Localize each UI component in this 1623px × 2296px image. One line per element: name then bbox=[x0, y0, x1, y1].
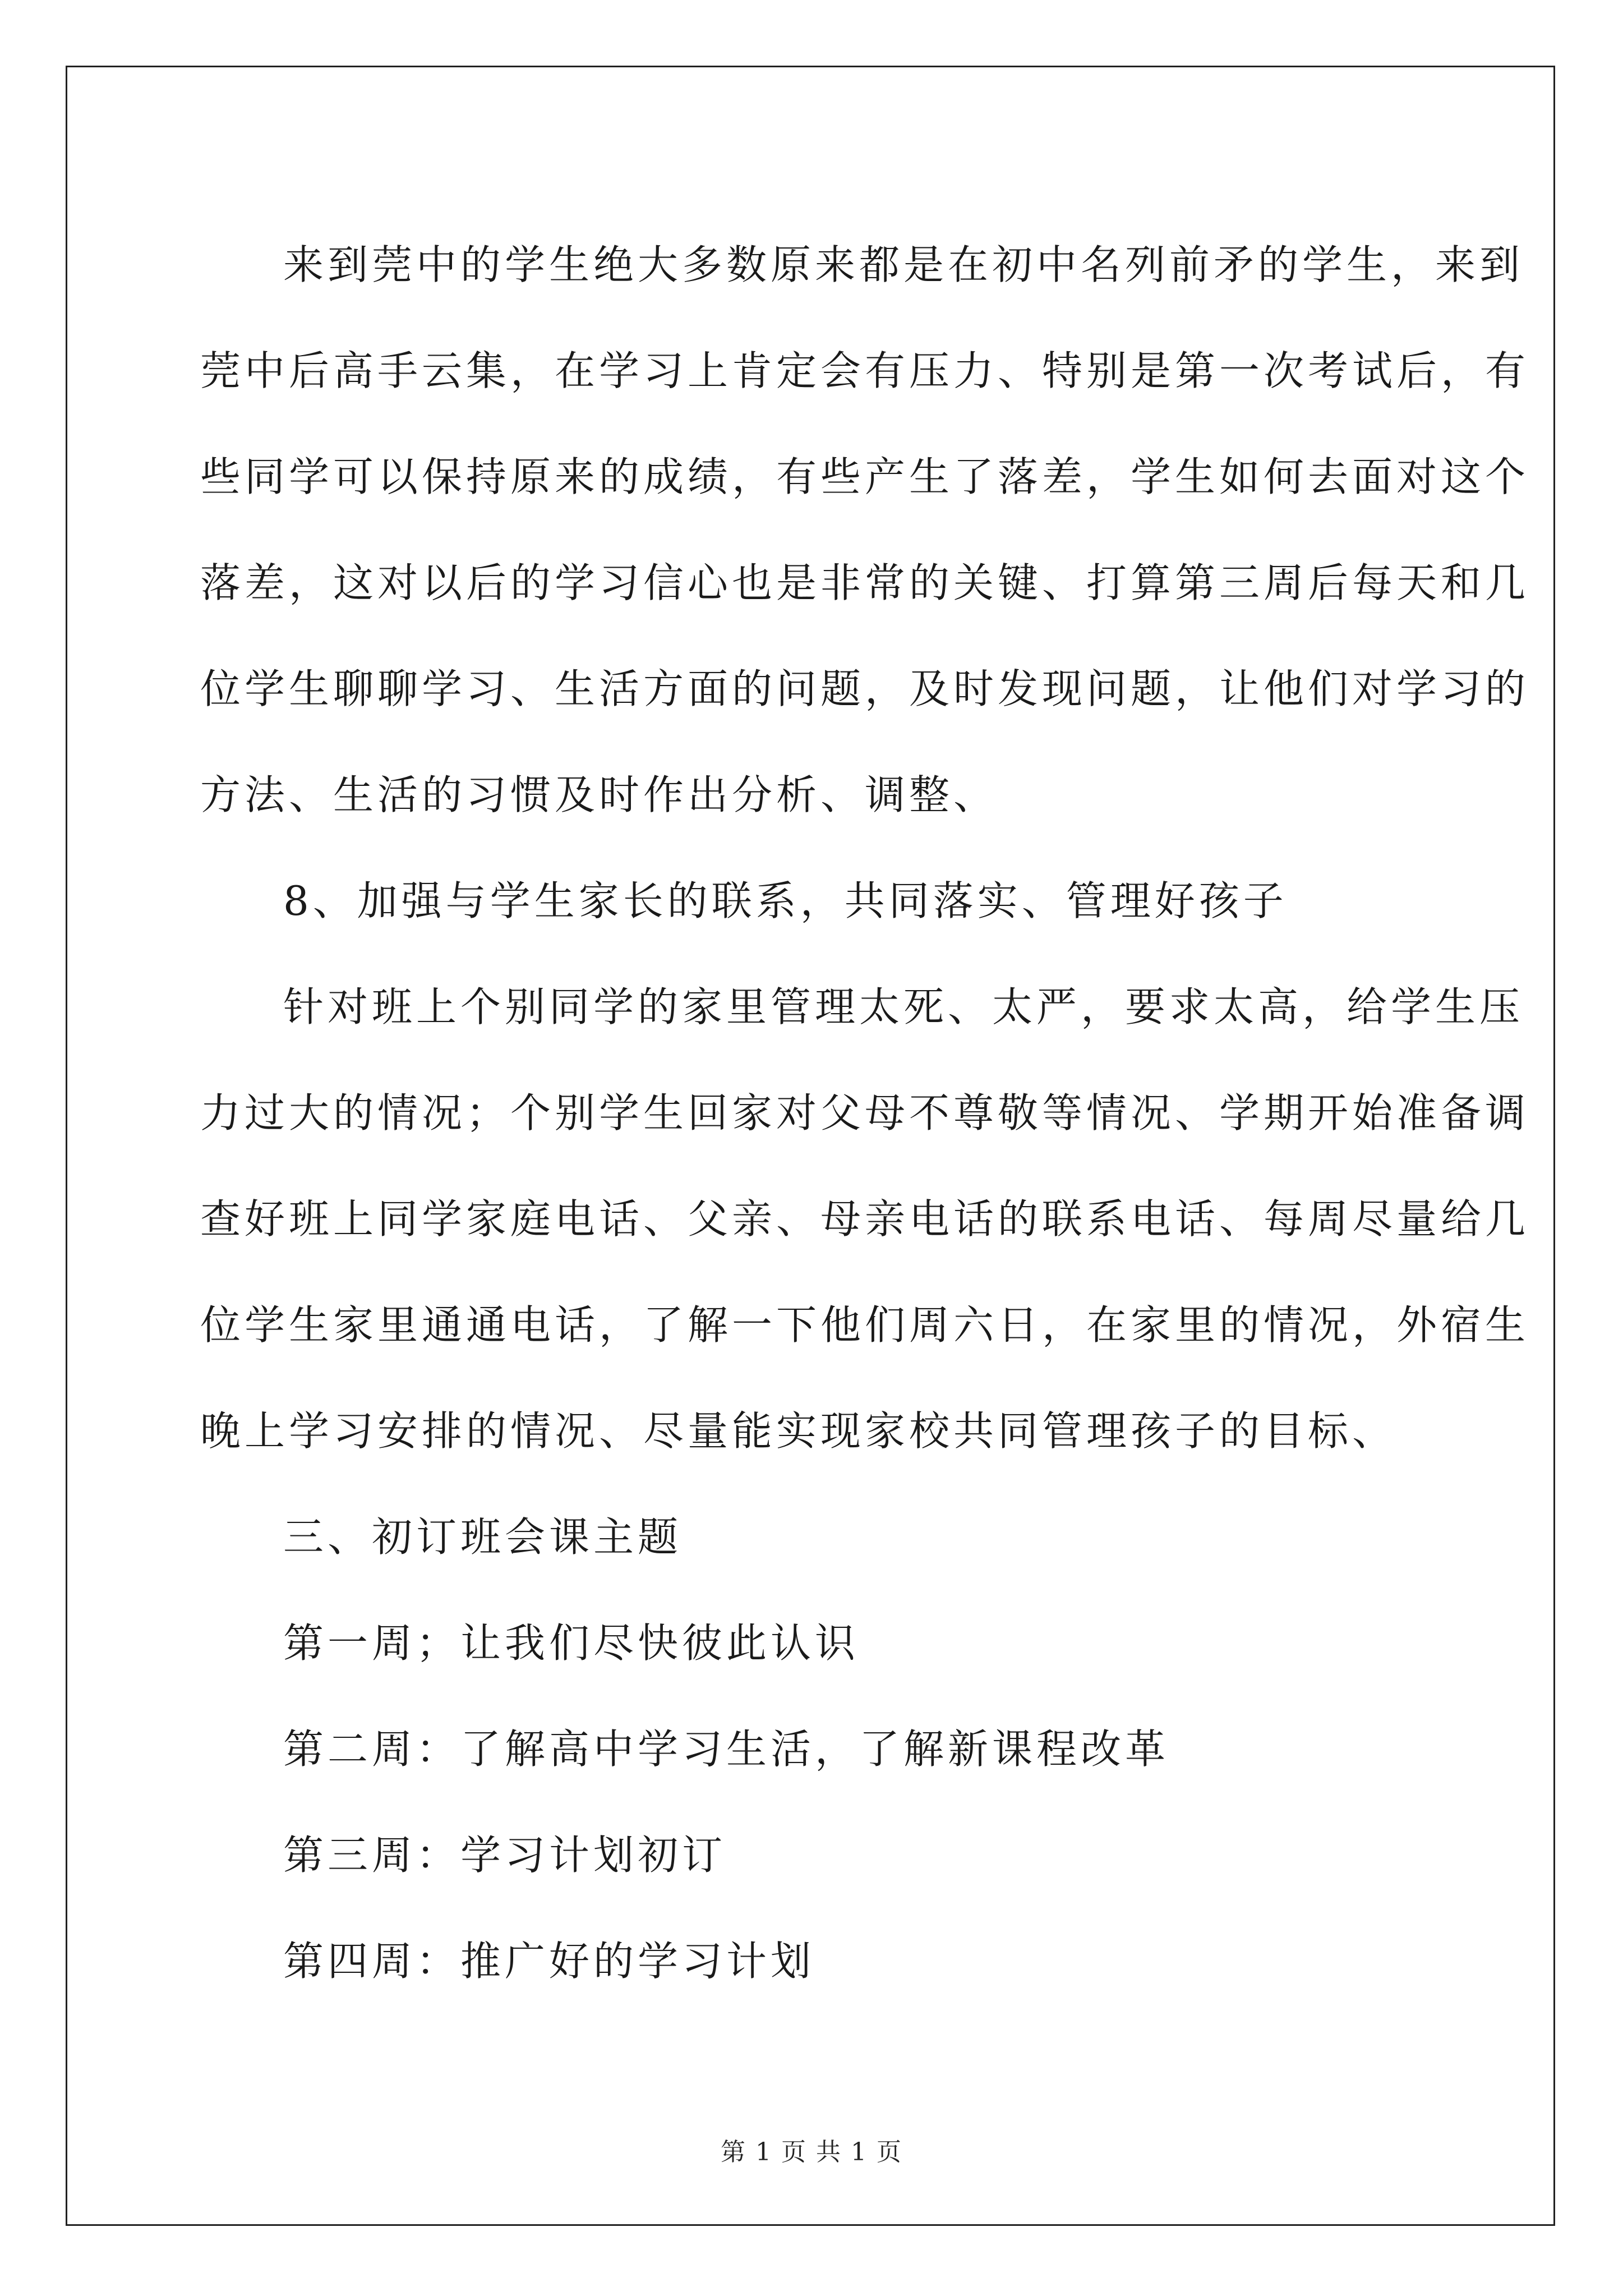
week-item: 第三周：学习计划初订 bbox=[283, 1832, 727, 1879]
paragraph-line: 些同学可以保持原来的成绩，有些产生了落差，学生如何去面对这个 bbox=[200, 453, 1530, 500]
document-body bbox=[200, 212, 1530, 2014]
paragraph-line: 位学生家里通通电话，了解一下他们周六日，在家里的情况，外宿生 bbox=[200, 1301, 1530, 1349]
week-item: 第二周：了解高中学习生活，了解新课程改革 bbox=[283, 1726, 1170, 1773]
paragraph-adjustment bbox=[200, 212, 1530, 848]
paragraph-line: 晚上学习安排的情况、尽量能实现家校共同管理孩子的目标、 bbox=[200, 1407, 1397, 1455]
week-item: 第四周：推广好的学习计划 bbox=[283, 1938, 815, 1985]
paragraph-line: 方法、生活的习惯及时作出分析、调整、 bbox=[200, 771, 998, 818]
paragraph-line: 针对班上个别同学的家里管理太死、太严，要求太高，给学生压 bbox=[283, 983, 1524, 1030]
paragraph-line: 8、加强与学生家长的联系，共同落实、管理好孩子 bbox=[283, 877, 1288, 924]
week-item: 第一周；让我们尽快彼此认识 bbox=[283, 1619, 860, 1667]
section-heading: 三、初订班会课主题 bbox=[283, 1513, 683, 1561]
paragraph-line: 来到莞中的学生绝大多数原来都是在初中名列前矛的学生，来到 bbox=[283, 241, 1524, 288]
paragraph-line: 查好班上同学家庭电话、父亲、母亲电话的联系电话、每周尽量给几 bbox=[200, 1195, 1530, 1243]
page-number: 第 1 页 共 1 页 bbox=[721, 2138, 902, 2166]
paragraph-parent-contact bbox=[200, 954, 1530, 1484]
paragraph-line: 位学生聊聊学习、生活方面的问题，及时发现问题，让他们对学习的 bbox=[200, 665, 1530, 712]
paragraph-parent-contact-heading bbox=[200, 848, 1433, 954]
paragraph-line: 落差，这对以后的学习信心也是非常的关键、打算第三周后每天和几 bbox=[200, 559, 1530, 606]
paragraph-line: 莞中后高手云集，在学习上肯定会有压力、特别是第一次考试后，有 bbox=[200, 347, 1530, 394]
paragraph-line: 力过大的情况；个别学生回家对父母不尊敬等情况、学期开始准备调 bbox=[200, 1089, 1530, 1137]
